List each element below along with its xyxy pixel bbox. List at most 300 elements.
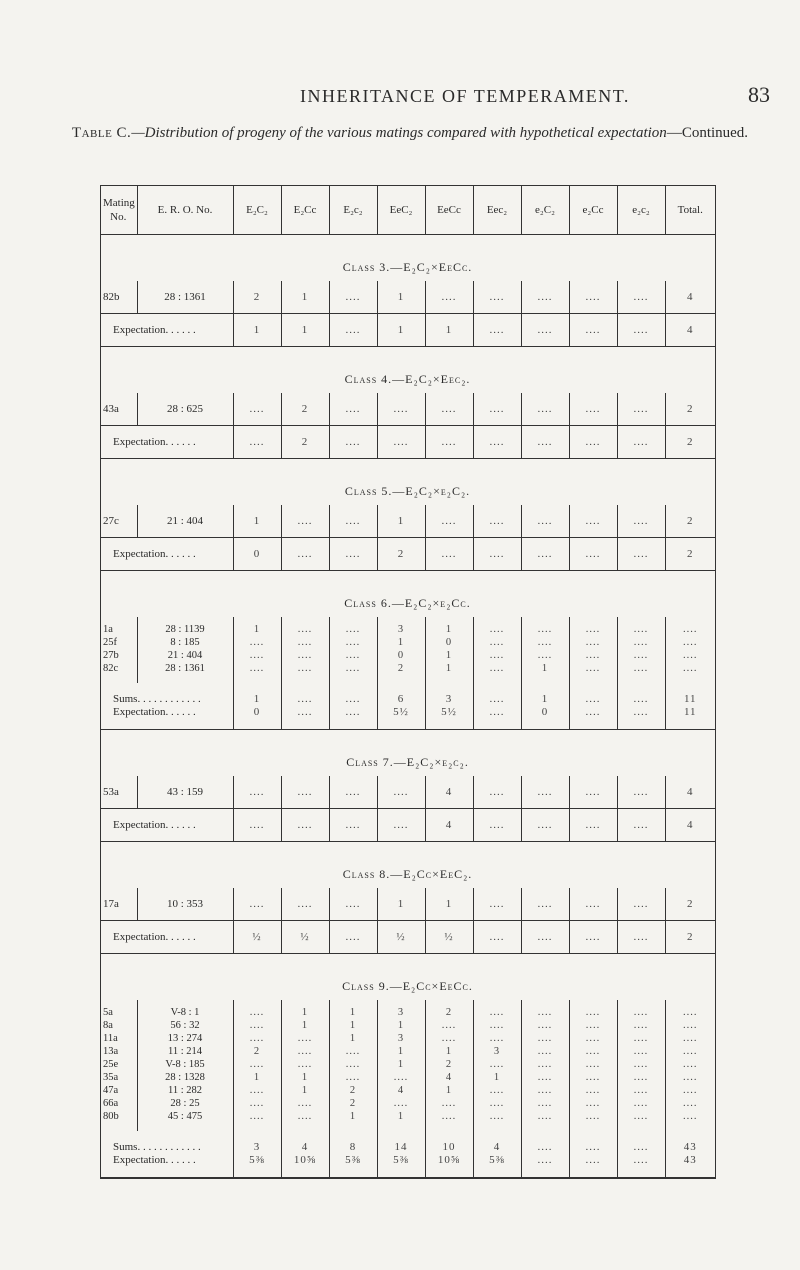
expectation-cell: .... <box>569 426 617 459</box>
sum-cell: 1 <box>521 683 569 706</box>
expectation-cell: .... <box>329 921 377 954</box>
count-cell: 1 <box>521 662 569 683</box>
count-cell: .... <box>521 505 569 538</box>
count-cell: 1 <box>425 662 473 683</box>
count-cell: .... <box>473 1110 521 1131</box>
expectation-cell: .... <box>233 426 281 459</box>
count-cell: .... <box>329 662 377 683</box>
table-body <box>101 186 715 1178</box>
count-cell: 3 <box>473 1045 521 1058</box>
count-cell: .... <box>473 1032 521 1045</box>
count-cell: .... <box>569 1110 617 1131</box>
count-cell: .... <box>521 1019 569 1032</box>
sum-cell: 43 <box>665 1131 715 1154</box>
expectation-cell: .... <box>617 314 665 347</box>
distribution-table <box>101 185 715 1178</box>
table-row <box>101 1071 715 1084</box>
mating-no-cell: 27c <box>101 505 137 538</box>
mating-no-cell: 82c <box>103 663 119 674</box>
table-row <box>101 1000 715 1019</box>
table-row <box>101 1058 715 1071</box>
expectation-cell: .... <box>569 706 617 730</box>
header-total: Total. <box>665 186 715 235</box>
count-cell: .... <box>665 617 715 636</box>
class-title-row <box>101 842 715 889</box>
count-cell: 1 <box>377 1110 425 1131</box>
expectation-cell: 5⅜ <box>329 1154 377 1178</box>
table-row <box>101 1032 715 1045</box>
count-cell: .... <box>329 1071 377 1084</box>
count-cell: .... <box>377 1071 425 1084</box>
count-cell: .... <box>521 1071 569 1084</box>
count-cell: .... <box>617 888 665 921</box>
mating-no-cell: 80b <box>103 1111 119 1122</box>
expectation-cell: .... <box>617 538 665 571</box>
count-cell: 4 <box>425 776 473 809</box>
expectation-cell: .... <box>617 706 665 730</box>
count-cell: .... <box>665 649 715 662</box>
expectation-cell: .... <box>521 426 569 459</box>
ero-no-cell: V-8 : 1 <box>137 1000 233 1019</box>
count-cell: .... <box>521 281 569 314</box>
expectation-cell: 1 <box>377 314 425 347</box>
expectation-cell: ½ <box>281 921 329 954</box>
count-cell: 3 <box>377 617 425 636</box>
count-cell: .... <box>473 617 521 636</box>
sums-row <box>101 683 715 706</box>
ero-no-cell: 56 : 32 <box>137 1019 233 1032</box>
count-cell: 4 <box>665 281 715 314</box>
expectation-cell: 5⅜ <box>377 1154 425 1178</box>
table-row <box>101 1019 715 1032</box>
sum-cell: .... <box>617 683 665 706</box>
count-cell: .... <box>521 393 569 426</box>
distribution-table-frame <box>100 185 716 1179</box>
count-cell: .... <box>665 1045 715 1058</box>
expectation-cell: ½ <box>233 921 281 954</box>
expectation-cell: .... <box>473 921 521 954</box>
mating-no-cell: 82b <box>101 281 137 314</box>
count-cell: 4 <box>425 1071 473 1084</box>
ero-no-cell: 11 : 282 <box>137 1084 233 1097</box>
expectation-cell: .... <box>425 538 473 571</box>
ero-no-cell: V-8 : 185 <box>137 1058 233 1071</box>
expectation-cell: 5⅜ <box>233 1154 281 1178</box>
expectation-cell: 0 <box>233 706 281 730</box>
count-cell: .... <box>473 393 521 426</box>
header-Eec2: Eec₂ <box>473 186 521 235</box>
sum-cell: 8 <box>329 1131 377 1154</box>
count-cell: .... <box>425 281 473 314</box>
count-cell: .... <box>617 1032 665 1045</box>
table-row <box>101 888 715 921</box>
count-cell: 1 <box>281 1019 329 1032</box>
count-cell: .... <box>233 1084 281 1097</box>
count-cell: .... <box>617 617 665 636</box>
mating-no-cell: 66a <box>103 1098 119 1109</box>
count-cell: .... <box>617 505 665 538</box>
expectation-cell: .... <box>521 314 569 347</box>
count-cell: .... <box>329 505 377 538</box>
count-cell: .... <box>329 281 377 314</box>
count-cell: 4 <box>665 776 715 809</box>
count-cell: .... <box>521 636 569 649</box>
count-cell: 1 <box>233 505 281 538</box>
ero-no-cell: 13 : 274 <box>137 1032 233 1045</box>
count-cell: .... <box>473 1097 521 1110</box>
sums-label: Sums. . . . . . . . . . . . <box>113 693 201 705</box>
count-cell: .... <box>617 662 665 683</box>
count-cell: .... <box>233 649 281 662</box>
expectation-cell: 4 <box>665 314 715 347</box>
expectation-label: Expectation. . . . . . <box>101 809 233 842</box>
count-cell: .... <box>665 1071 715 1084</box>
expectation-cell: .... <box>617 809 665 842</box>
ero-no-cell: 28 : 25 <box>137 1097 233 1110</box>
count-cell: .... <box>233 1058 281 1071</box>
count-cell: .... <box>329 1058 377 1071</box>
table-row <box>101 1084 715 1097</box>
expectation-cell: .... <box>569 1154 617 1178</box>
count-cell: .... <box>521 888 569 921</box>
count-cell: .... <box>473 662 521 683</box>
sum-cell: 3 <box>233 1131 281 1154</box>
count-cell: 1 <box>233 617 281 636</box>
expectation-label: Expectation. . . . . . <box>101 706 233 730</box>
count-cell: .... <box>473 1084 521 1097</box>
expectation-cell: 4 <box>425 809 473 842</box>
header-EeCc: EeCc <box>425 186 473 235</box>
count-cell: 2 <box>425 1058 473 1071</box>
count-cell: .... <box>281 649 329 662</box>
table-row <box>101 1045 715 1058</box>
expectation-label: Expectation. . . . . . <box>101 538 233 571</box>
expectation-row <box>101 706 715 730</box>
mating-no-cell: 53a <box>101 776 137 809</box>
ero-no-cell: 43 : 159 <box>137 776 233 809</box>
count-cell: .... <box>425 505 473 538</box>
class-title-row <box>101 459 715 506</box>
header-e2C2: e₂C₂ <box>521 186 569 235</box>
running-title: INHERITANCE OF TEMPERAMENT. <box>300 86 630 106</box>
expectation-cell: 10⅝ <box>281 1154 329 1178</box>
count-cell: 1 <box>329 1032 377 1045</box>
page-number: 83 <box>748 82 770 107</box>
table-label: Table C. <box>71 125 132 141</box>
count-cell: .... <box>281 888 329 921</box>
mating-no-cell: 13a <box>103 1046 119 1057</box>
count-cell: .... <box>665 636 715 649</box>
count-cell: .... <box>569 649 617 662</box>
expectation-cell: .... <box>617 1154 665 1178</box>
count-cell: .... <box>617 1058 665 1071</box>
count-cell: .... <box>617 776 665 809</box>
mating-no-cell: 1a <box>103 624 113 635</box>
count-cell: 1 <box>377 1019 425 1032</box>
count-cell: .... <box>617 1019 665 1032</box>
count-cell: .... <box>473 1019 521 1032</box>
count-cell: .... <box>569 1058 617 1071</box>
sum-cell: .... <box>569 683 617 706</box>
mating-no-cell: 47a <box>103 1085 119 1096</box>
class-title-row <box>101 347 715 394</box>
expectation-cell: .... <box>521 809 569 842</box>
count-cell: .... <box>233 1097 281 1110</box>
class-title-row <box>101 954 715 1001</box>
expectation-cell: .... <box>377 809 425 842</box>
class-title: Class 9.—E₂Cc×EeCc. <box>101 954 715 1001</box>
table-row <box>101 505 715 538</box>
mating-no-cell: 27b <box>103 650 119 661</box>
sum-cell: 10 <box>425 1131 473 1154</box>
count-cell: 1 <box>377 636 425 649</box>
count-cell: 2 <box>425 1000 473 1019</box>
table-row <box>101 649 715 662</box>
expectation-cell: .... <box>569 921 617 954</box>
count-cell: .... <box>665 1097 715 1110</box>
expectation-cell: .... <box>281 538 329 571</box>
header-E2c2: E₂c₂ <box>329 186 377 235</box>
count-cell: 2 <box>665 505 715 538</box>
expectation-cell: 2 <box>281 426 329 459</box>
count-cell: .... <box>569 1071 617 1084</box>
table-title-suffix: —Continued. <box>666 125 749 141</box>
table-row <box>101 1110 715 1131</box>
count-cell: 1 <box>473 1071 521 1084</box>
count-cell: .... <box>473 281 521 314</box>
count-cell: 3 <box>377 1000 425 1019</box>
class-title: Class 3.—E₂C₂×EeCc. <box>101 235 715 282</box>
expectation-cell: .... <box>425 426 473 459</box>
count-cell: 1 <box>377 1045 425 1058</box>
class-title-row <box>101 235 715 282</box>
count-cell: 1 <box>425 649 473 662</box>
count-cell: .... <box>281 636 329 649</box>
count-cell: 1 <box>425 888 473 921</box>
expectation-cell: .... <box>473 538 521 571</box>
ero-no-cell: 45 : 475 <box>137 1110 233 1131</box>
count-cell: .... <box>281 1032 329 1045</box>
sum-cell: 4 <box>473 1131 521 1154</box>
sum-cell: .... <box>521 1131 569 1154</box>
count-cell: .... <box>281 1045 329 1058</box>
expectation-cell: .... <box>473 426 521 459</box>
expectation-label: Expectation. . . . . . <box>101 921 233 954</box>
class-title: Class 6.—E₂C₂×e₂Cc. <box>101 571 715 618</box>
count-cell: .... <box>281 1097 329 1110</box>
table-row <box>101 776 715 809</box>
expectation-cell: 5½ <box>377 706 425 730</box>
sum-cell: .... <box>329 683 377 706</box>
count-cell: .... <box>569 393 617 426</box>
count-cell: .... <box>521 1110 569 1131</box>
expectation-cell: .... <box>473 706 521 730</box>
sum-cell: 3 <box>425 683 473 706</box>
count-cell: 1 <box>377 1058 425 1071</box>
ero-no-cell: 21 : 404 <box>137 649 233 662</box>
count-cell: .... <box>569 1019 617 1032</box>
ero-no-cell: 10 : 353 <box>137 888 233 921</box>
expectation-cell: 1 <box>233 314 281 347</box>
expectation-cell: .... <box>281 706 329 730</box>
count-cell: 1 <box>377 505 425 538</box>
count-cell: 2 <box>329 1097 377 1110</box>
count-cell: .... <box>617 649 665 662</box>
header-e2c2: e₂c₂ <box>617 186 665 235</box>
sum-cell: .... <box>569 1131 617 1154</box>
count-cell: .... <box>569 636 617 649</box>
count-cell: .... <box>569 281 617 314</box>
count-cell: 1 <box>425 1084 473 1097</box>
count-cell: .... <box>473 636 521 649</box>
header-E2C2: E₂C₂ <box>233 186 281 235</box>
count-cell: .... <box>665 1084 715 1097</box>
count-cell: 2 <box>329 1084 377 1097</box>
expectation-cell: 43 <box>665 1154 715 1178</box>
expectation-cell: 1 <box>425 314 473 347</box>
count-cell: .... <box>665 662 715 683</box>
count-cell: .... <box>569 1097 617 1110</box>
count-cell: 0 <box>425 636 473 649</box>
expectation-cell: .... <box>521 1154 569 1178</box>
expectation-cell: 10⅝ <box>425 1154 473 1178</box>
count-cell: .... <box>473 1058 521 1071</box>
sum-cell: 6 <box>377 683 425 706</box>
count-cell: .... <box>521 1058 569 1071</box>
count-cell: .... <box>329 393 377 426</box>
expectation-row <box>101 921 715 954</box>
count-cell: .... <box>329 636 377 649</box>
expectation-cell: .... <box>473 314 521 347</box>
sum-cell: .... <box>617 1131 665 1154</box>
count-cell: .... <box>425 1110 473 1131</box>
expectation-cell: 5⅜ <box>473 1154 521 1178</box>
class-title: Class 8.—E₂Cc×EeC₂. <box>101 842 715 889</box>
count-cell: .... <box>617 1000 665 1019</box>
count-cell: 1 <box>425 617 473 636</box>
expectation-cell: .... <box>617 921 665 954</box>
count-cell: .... <box>521 776 569 809</box>
count-cell: .... <box>569 1084 617 1097</box>
ero-no-cell: 11 : 214 <box>137 1045 233 1058</box>
expectation-cell: 0 <box>233 538 281 571</box>
class-title: Class 5.—E₂C₂×e₂C₂. <box>101 459 715 506</box>
count-cell: .... <box>617 1071 665 1084</box>
expectation-cell: .... <box>617 426 665 459</box>
count-cell: .... <box>281 776 329 809</box>
count-cell: .... <box>233 1032 281 1045</box>
expectation-label: Expectation. . . . . . <box>101 314 233 347</box>
count-cell: .... <box>473 649 521 662</box>
ero-no-cell: 28 : 625 <box>137 393 233 426</box>
expectation-cell: 2 <box>665 538 715 571</box>
count-cell: .... <box>521 1084 569 1097</box>
count-cell: .... <box>233 1000 281 1019</box>
count-cell: 2 <box>665 393 715 426</box>
count-cell: .... <box>521 649 569 662</box>
mating-no-cell: 25e <box>103 1059 119 1070</box>
sum-cell: .... <box>281 683 329 706</box>
count-cell: .... <box>233 888 281 921</box>
count-cell: .... <box>425 393 473 426</box>
count-cell: 2 <box>233 281 281 314</box>
expectation-cell: 2 <box>665 426 715 459</box>
count-cell: 1 <box>281 1071 329 1084</box>
count-cell: .... <box>569 1032 617 1045</box>
count-cell: .... <box>617 1084 665 1097</box>
count-cell: .... <box>617 1045 665 1058</box>
header-e2Cc: e₂Cc <box>569 186 617 235</box>
count-cell: 1 <box>281 1084 329 1097</box>
ero-no-cell: 8 : 185 <box>137 636 233 649</box>
mating-no-cell: 17a <box>101 888 137 921</box>
expectation-cell: 1 <box>281 314 329 347</box>
count-cell: .... <box>473 888 521 921</box>
count-cell: .... <box>281 662 329 683</box>
expectation-cell: .... <box>473 809 521 842</box>
expectation-cell: .... <box>569 314 617 347</box>
count-cell: .... <box>521 1045 569 1058</box>
expectation-cell: .... <box>233 809 281 842</box>
expectation-cell: 5½ <box>425 706 473 730</box>
count-cell: 2 <box>377 662 425 683</box>
expectation-cell: .... <box>281 809 329 842</box>
count-cell: 1 <box>233 1071 281 1084</box>
expectation-cell: .... <box>329 706 377 730</box>
count-cell: 1 <box>377 888 425 921</box>
count-cell: .... <box>233 662 281 683</box>
count-cell: .... <box>617 393 665 426</box>
count-cell: .... <box>329 888 377 921</box>
running-head <box>0 82 800 110</box>
expectation-cell: 0 <box>521 706 569 730</box>
expectation-cell: .... <box>329 809 377 842</box>
sum-cell: 4 <box>281 1131 329 1154</box>
count-cell: .... <box>377 1097 425 1110</box>
count-cell: .... <box>329 776 377 809</box>
count-cell: 1 <box>329 1000 377 1019</box>
expectation-row <box>101 314 715 347</box>
expectation-cell: .... <box>329 538 377 571</box>
count-cell: .... <box>473 1000 521 1019</box>
expectation-row <box>101 809 715 842</box>
table-row <box>101 1097 715 1110</box>
count-cell: .... <box>521 1032 569 1045</box>
count-cell: .... <box>521 1097 569 1110</box>
count-cell: .... <box>569 776 617 809</box>
count-cell: .... <box>233 1110 281 1131</box>
count-cell: .... <box>569 888 617 921</box>
expectation-row <box>101 426 715 459</box>
count-cell: 1 <box>425 1045 473 1058</box>
header-ero-no: E. R. O. No. <box>137 186 233 235</box>
count-cell: 0 <box>377 649 425 662</box>
count-cell: .... <box>329 1045 377 1058</box>
ero-no-cell: 28 : 1361 <box>137 281 233 314</box>
count-cell: .... <box>521 1000 569 1019</box>
expectation-cell: .... <box>521 538 569 571</box>
count-cell: .... <box>617 281 665 314</box>
count-cell: .... <box>569 617 617 636</box>
count-cell: .... <box>281 1058 329 1071</box>
count-cell: .... <box>281 505 329 538</box>
count-cell: .... <box>377 776 425 809</box>
count-cell: .... <box>281 617 329 636</box>
count-cell: .... <box>425 1032 473 1045</box>
sum-cell: 1 <box>233 683 281 706</box>
header-row <box>101 186 715 235</box>
count-cell: .... <box>473 776 521 809</box>
